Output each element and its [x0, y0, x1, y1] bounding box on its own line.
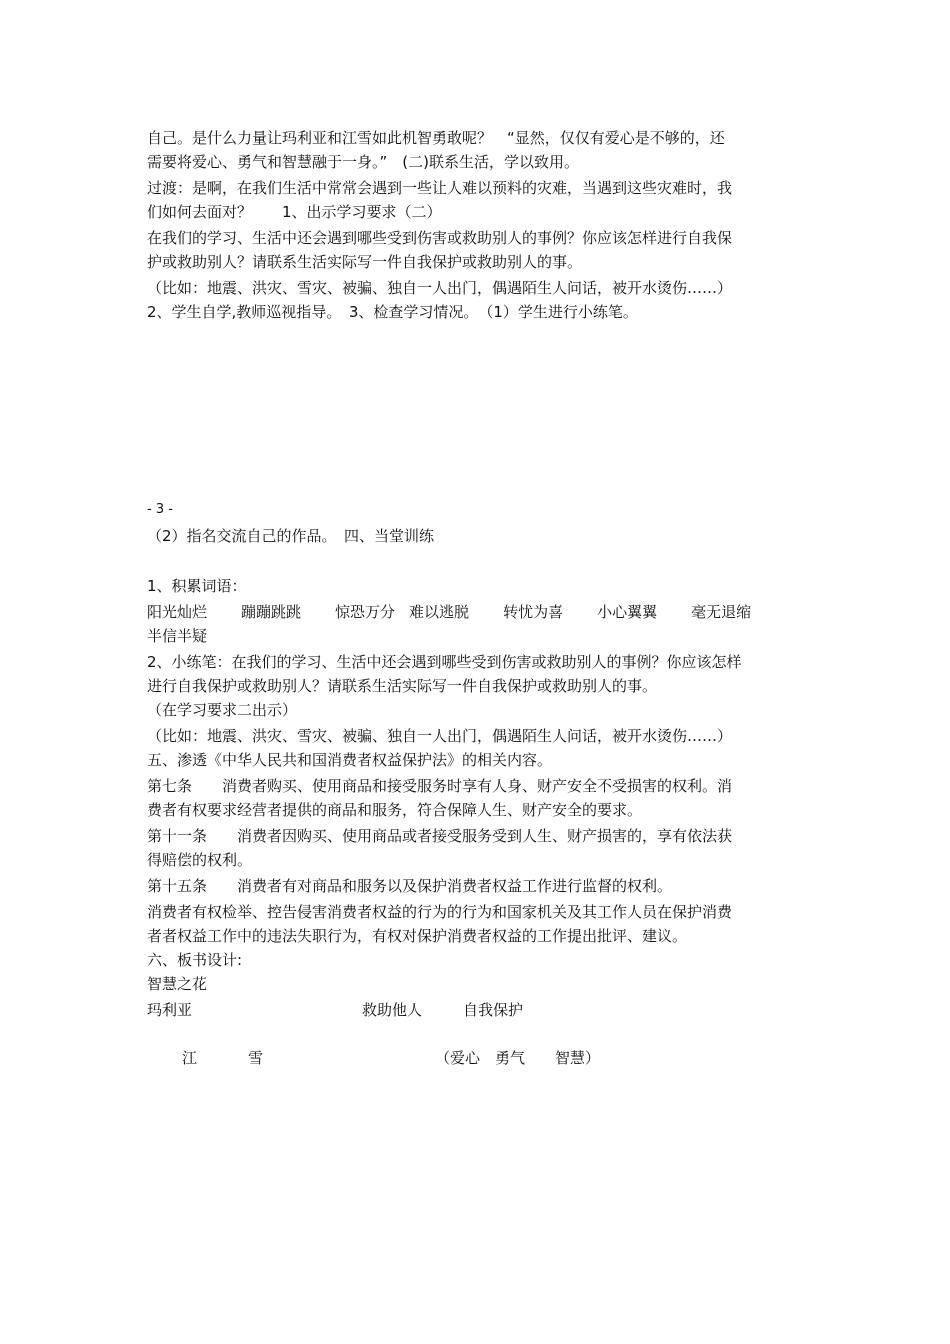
board-help: 救助他人 [362, 1001, 423, 1019]
para-line: 们如何去面对？ 1、出示学习要求（二） [147, 203, 442, 221]
law-article-7: 费者有权要求经营者提供的商品和服务，符合保障人生、财产安全的要求。 [147, 801, 643, 819]
word-item: 转忧为喜 [503, 603, 564, 621]
law-article-11: 第十一条 消费者因购买、使用商品或者接受服务受到人生、财产损害的，享有依法获 [147, 827, 733, 845]
word-list [147, 600, 817, 624]
law-article-7: 第七条 消费者购买、使用商品和接受服务时享有人身、财产安全不受损害的权利。消 [147, 777, 733, 795]
word-item: 阳光灿烂 [147, 603, 208, 621]
board-qualities: （爱心 勇气 智慧） [435, 1049, 601, 1067]
law-article-15: 第十五条 消费者有对商品和服务以及保护消费者权益工作进行监督的权利。 [147, 877, 673, 895]
para-line: 过渡：是啊，在我们生活中常常会遇到一些让人难以预料的灾难，当遇到这些灾难时，我 [147, 179, 733, 197]
para-line: （比如：地震、洪灾、雪灾、被骗、独自一人出门，偶遇陌生人问话，被开水烫伤……） [147, 727, 733, 745]
board-name-jiang: 江 [182, 1049, 198, 1067]
page-number: - 3 - [147, 502, 173, 517]
para-line: 在我们的学习、生活中还会遇到哪些受到伤害或救助别人的事例？你应该怎样进行自我保 [147, 229, 733, 247]
board-self-protect: 自我保护 [463, 1001, 524, 1019]
board-design-title: 六、板书设计: [147, 951, 243, 969]
para-line: 消费者有权检举、控告侵害消费者权益的行为的行为和国家机关及其工作人员在保护消费 [147, 903, 733, 921]
para-line: （在学习要求二出示） [147, 701, 298, 719]
board-name-maria: 玛利亚 [147, 1001, 193, 1019]
para-line: （比如：地震、洪灾、雪灾、被骗、独自一人出门，偶遇陌生人问话，被开水烫伤……） [147, 279, 733, 297]
para-line: 护或救助别人？请联系生活实际写一件自我保护或救助别人的事。 [147, 253, 583, 271]
para-line: 者者权益工作中的违法失职行为，有权对保护消费者权益的工作提出批评、建议。 [147, 927, 688, 945]
word-item: 毫无退缩 [691, 603, 752, 621]
board-heading: 智慧之花 [147, 975, 208, 993]
para-line: 进行自我保护或救助别人？请联系生活实际写一件自我保护或救助别人的事。 [147, 677, 658, 695]
word-item: 蹦蹦跳跳 [241, 603, 302, 621]
para-line: 五、渗透《中华人民共和国消费者权益保护法》的相关内容。 [147, 751, 553, 769]
para-line: 需要将爱心、勇气和智慧融于一身。” (二)联系生活，学以致用。 [147, 153, 579, 171]
board-row [147, 998, 817, 1022]
para-line: （2）指名交流自己的作品。 四、当堂训练 [147, 527, 435, 545]
word-item: 惊恐万分 [335, 603, 396, 621]
board-name-xue: 雪 [248, 1049, 264, 1067]
law-article-11: 得赔偿的权利。 [147, 851, 253, 869]
para-line: 2、小练笔：在我们的学习、生活中还会遇到哪些受到伤害或救助别人的事例？你应该怎样 [147, 653, 742, 671]
word-item: 难以逃脱 [409, 603, 470, 621]
word-item: 小心翼翼 [597, 603, 658, 621]
para-line: 2、学生自学,教师巡视指导。 3、检查学习情况。 （1）学生进行小练笔。 [147, 303, 638, 321]
para-line: 自己。是什么力量让玛利亚和江雪如此机智勇敢呢？ “显然，仅仅有爱心是不够的，还 [147, 129, 725, 147]
para-line: 1、积累词语： [147, 577, 247, 595]
word-item: 半信半疑 [147, 627, 208, 645]
